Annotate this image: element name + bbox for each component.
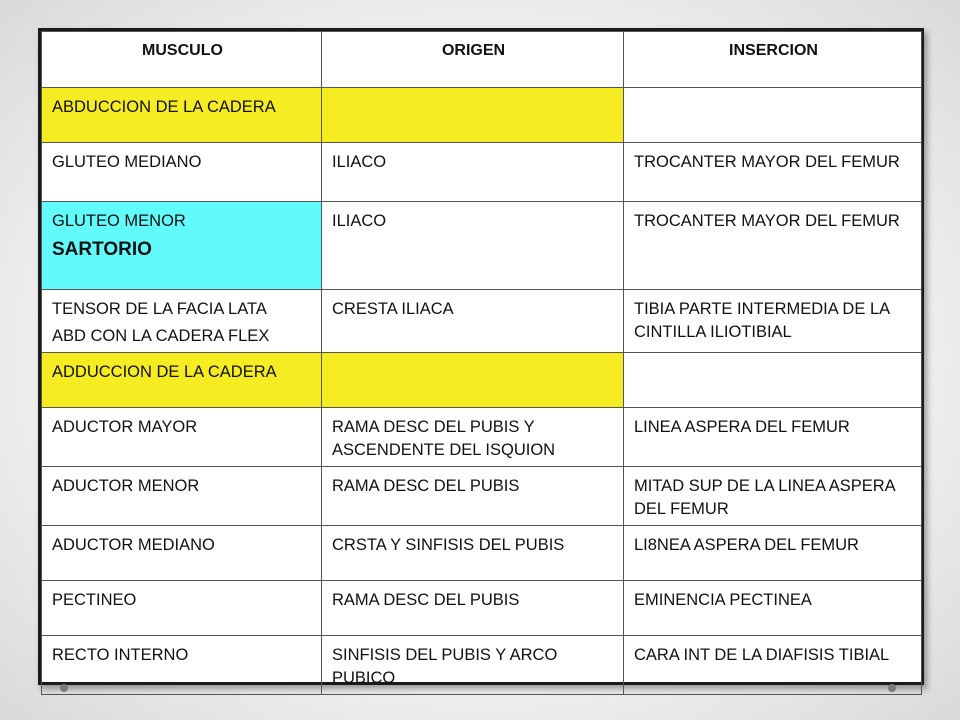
cell-origen: SINFISIS DEL PUBIS Y ARCO PUBICO xyxy=(322,636,624,695)
cell-origen: CRSTA Y SINFISIS DEL PUBIS xyxy=(322,526,624,581)
muscle-table-frame xyxy=(38,28,924,685)
cell-origen: ILIACO xyxy=(322,202,624,290)
cell-insercion: LINEA ASPERA DEL FEMUR xyxy=(624,408,922,467)
cell-musculo-extra: ABD CON LA CADERA FLEX xyxy=(52,327,270,345)
cell-origen: RAMA DESC DEL PUBIS xyxy=(322,467,624,526)
cell-musculo: ADUCTOR MENOR xyxy=(42,467,322,526)
table-row xyxy=(42,88,922,143)
cell-musculo: ADUCTOR MEDIANO xyxy=(42,526,322,581)
cell-musculo-extra: SARTORIO xyxy=(52,239,152,260)
section-cell-insercion xyxy=(624,353,922,408)
header-insercion: INSERCION xyxy=(624,32,922,88)
cell-origen: ILIACO xyxy=(322,143,624,202)
muscle-table xyxy=(41,31,922,695)
section-cell-musculo: ABDUCCION DE LA CADERA xyxy=(42,88,322,143)
slide-decoration-dot-right xyxy=(888,684,896,692)
table-row xyxy=(42,202,922,290)
cell-insercion: TROCANTER MAYOR DEL FEMUR xyxy=(624,202,922,290)
section-cell-origen xyxy=(322,88,624,143)
slide-decoration-dot-left xyxy=(60,684,68,692)
cell-insercion: TIBIA PARTE INTERMEDIA DE LA CINTILLA ILIOTIBIAL xyxy=(624,290,922,353)
cell-insercion: MITAD SUP DE LA LINEA ASPERA DEL FEMUR xyxy=(624,467,922,526)
table-row xyxy=(42,581,922,636)
header-origen: ORIGEN xyxy=(322,32,624,88)
cell-musculo xyxy=(42,290,322,353)
cell-origen: RAMA DESC DEL PUBIS xyxy=(322,581,624,636)
section-cell-insercion xyxy=(624,88,922,143)
cell-origen: CRESTA ILIACA xyxy=(322,290,624,353)
section-cell-origen xyxy=(322,353,624,408)
cell-musculo xyxy=(42,202,322,290)
table-row xyxy=(42,143,922,202)
cell-insercion: LI8NEA ASPERA DEL FEMUR xyxy=(624,526,922,581)
cell-insercion: TROCANTER MAYOR DEL FEMUR xyxy=(624,143,922,202)
header-row xyxy=(42,32,922,88)
table-row xyxy=(42,290,922,353)
table-row xyxy=(42,408,922,467)
cell-musculo-primary: GLUTEO MENOR xyxy=(52,212,186,230)
cell-origen: RAMA DESC DEL PUBIS Y ASCENDENTE DEL ISQUION xyxy=(322,408,624,467)
cell-musculo: RECTO INTERNO xyxy=(42,636,322,695)
table-row xyxy=(42,526,922,581)
cell-musculo-primary: TENSOR DE LA FACIA LATA xyxy=(52,300,267,318)
header-musculo: MUSCULO xyxy=(42,32,322,88)
cell-insercion: EMINENCIA PECTINEA xyxy=(624,581,922,636)
cell-musculo: PECTINEO xyxy=(42,581,322,636)
cell-insercion: CARA INT DE LA DIAFISIS TIBIAL xyxy=(624,636,922,695)
cell-musculo: ADUCTOR MAYOR xyxy=(42,408,322,467)
section-cell-musculo: ADDUCCION DE LA CADERA xyxy=(42,353,322,408)
table-row xyxy=(42,467,922,526)
cell-musculo: GLUTEO MEDIANO xyxy=(42,143,322,202)
table-row xyxy=(42,353,922,408)
table-row xyxy=(42,636,922,695)
